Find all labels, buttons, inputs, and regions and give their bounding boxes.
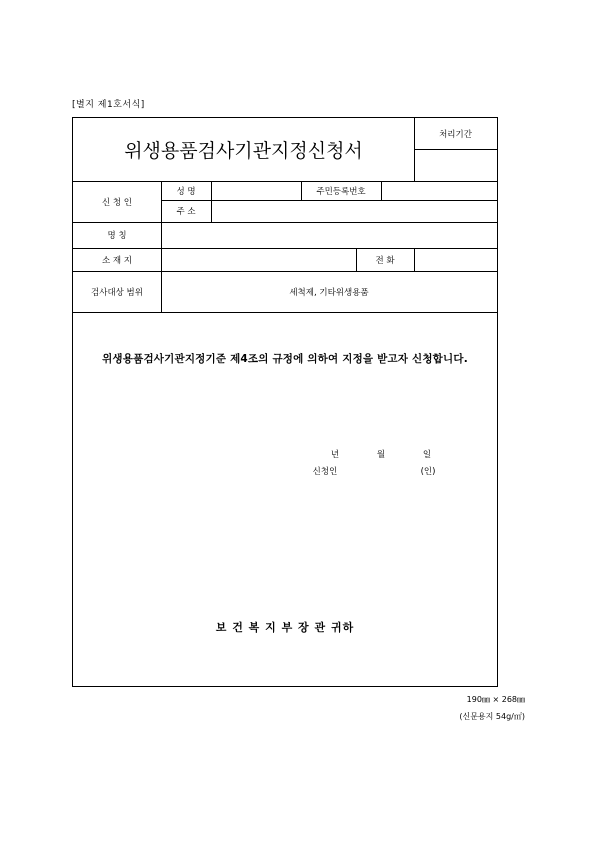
address-label: 주 소 [176, 207, 196, 217]
scope-value: 세척제, 기타위생용품 [289, 287, 369, 298]
processing-period-label: 처리기간 [439, 129, 472, 140]
name-field[interactable] [211, 181, 301, 200]
paper-size: 190㎜ × 268㎜ [466, 695, 525, 704]
date-month-label: 월 [376, 450, 386, 460]
application-statement: 위생용품검사기관지정기준 제4조의 규정에 의하여 지정을 받고자 신청합니다. [102, 352, 468, 365]
applicant-label: 신 청 인 [101, 197, 133, 208]
signer-label: 신청인 [312, 467, 338, 477]
address-field[interactable] [211, 200, 497, 222]
form-number-label: [별지 제1호서식] [72, 100, 145, 110]
application-form [72, 117, 498, 687]
date-day-label: 일 [422, 450, 432, 460]
resident-number-label: 주민등록번호 [316, 186, 366, 197]
location-label: 소 재 지 [101, 255, 133, 266]
name-label: 성 명 [176, 186, 196, 197]
scope-label: 검사대상 범위 [91, 287, 143, 298]
paper-spec: (신문용지 54g/㎡) [459, 712, 525, 721]
seal-label: (인) [420, 467, 436, 477]
row-divider-4 [73, 312, 497, 313]
phone-label: 전 화 [375, 255, 395, 266]
facility-name-label: 명 칭 [107, 231, 127, 241]
form-title: 위생용품검사기관지정신청서 [124, 140, 363, 162]
facility-name-field[interactable] [161, 222, 497, 248]
phone-field[interactable] [414, 248, 497, 271]
processing-period-value[interactable] [414, 149, 497, 181]
resident-number-field[interactable] [381, 181, 497, 200]
location-field[interactable] [161, 248, 356, 271]
addressee: 보 건 복 지 부 장 관 귀하 [215, 621, 355, 634]
date-year-label: 년 [330, 450, 340, 460]
